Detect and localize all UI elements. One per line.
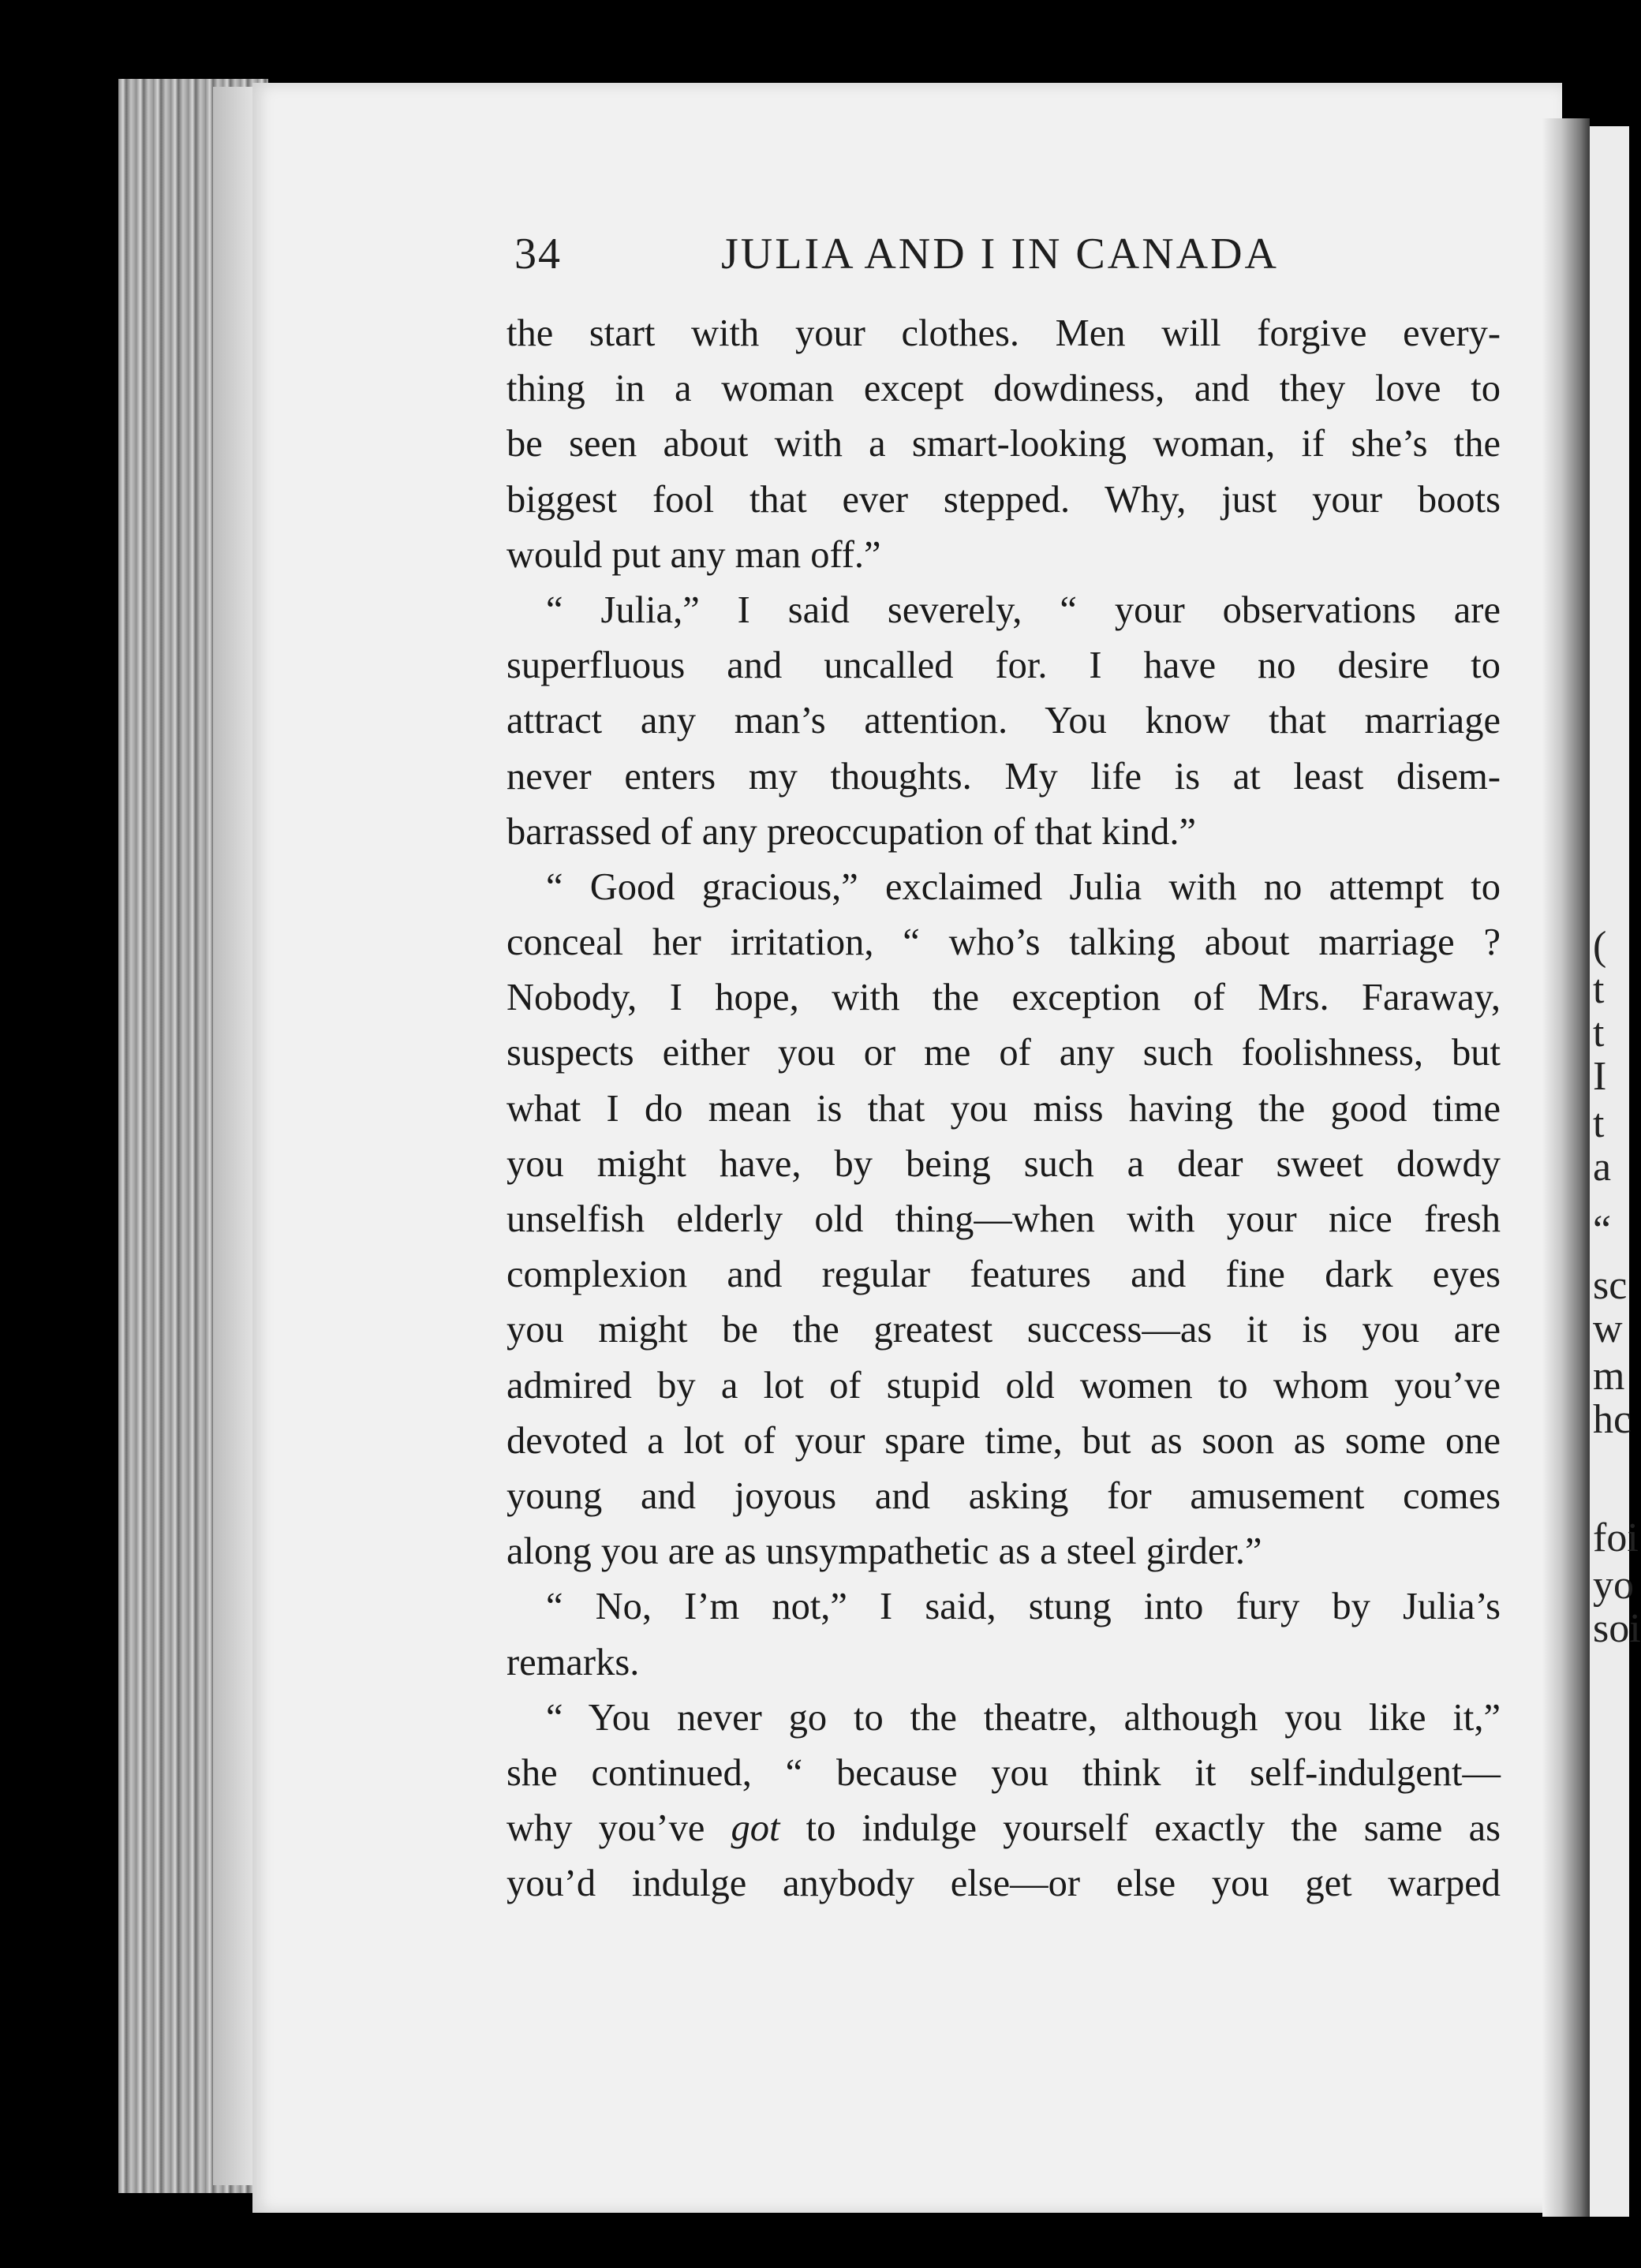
facing-page-fragment: a <box>1593 1145 1612 1190</box>
text-line: biggest fool that ever stepped. Why, just your boots <box>507 478 1501 521</box>
text-line: along you are as unsympathetic as a steel girder.” <box>507 1530 1262 1573</box>
facing-page-fragment: I <box>1593 1054 1607 1099</box>
text-line: you might be the greatest success—as it is you are <box>507 1309 1501 1351</box>
facing-page-fragment: t <box>1593 1101 1605 1146</box>
facing-page-fragment: “ <box>1593 1208 1612 1253</box>
text-line: she continued, “ because you think it self-indulgent— <box>507 1751 1501 1794</box>
text-line: thing in a woman except dowdiness, and they love to <box>507 368 1501 410</box>
text-line: “ Julia,” I said severely, “ your observations are <box>546 588 1501 631</box>
text-line: young and joyous and asking for amusement comes <box>507 1474 1501 1517</box>
italic-word: got <box>731 1807 780 1850</box>
text-line: devoted a lot of your spare time, but as soon as some one <box>507 1419 1501 1462</box>
text-line: remarks. <box>507 1641 640 1683</box>
facing-page-fragment: soi <box>1593 1606 1641 1651</box>
running-header <box>514 229 1303 292</box>
facing-page-fragment: t <box>1593 1011 1605 1056</box>
text-line: be seen about with a smart-looking woman, if she’s the <box>507 423 1501 465</box>
running-head-title: JULIA AND I IN CANADA <box>721 230 1279 278</box>
page-number: 34 <box>514 230 562 278</box>
text-line: never enters my thoughts. My life is at least disem- <box>507 755 1501 798</box>
book-gutter-shadow <box>1542 118 1590 2217</box>
text-line: superfluous and uncalled for. I have no desire to <box>507 645 1501 687</box>
facing-page-fragment: t <box>1593 967 1605 1012</box>
text-line: you’d indulge anybody else—or else you get warped <box>507 1863 1501 1905</box>
text-line: suspects either you or me of any such foolishness, but <box>507 1032 1501 1074</box>
facing-page-fragment: w <box>1593 1306 1623 1351</box>
text-line: complexion and regular features and fine dark eyes <box>507 1254 1501 1296</box>
facing-page-fragment: sc <box>1593 1263 1628 1308</box>
text-line: attract any man’s attention. You know that marriage <box>507 700 1501 742</box>
text-line: “ No, I’m not,” I said, stung into fury by Julia’s <box>546 1586 1501 1628</box>
facing-page-fragment: ( <box>1593 924 1607 969</box>
text-line: barrassed of any preoccupation of that kind.” <box>507 810 1197 853</box>
text-line: what I do mean is that you miss having the good time <box>507 1087 1501 1130</box>
text-line: admired by a lot of stupid old women to whom you’ve <box>507 1364 1501 1407</box>
facing-page-fragment: m <box>1593 1354 1625 1399</box>
text-line: the start with your clothes. Men will forgive every- <box>507 312 1501 354</box>
body-text <box>507 306 1501 1911</box>
text-line: conceal her irritation, “ who’s talking about marriage ? <box>507 921 1501 964</box>
text-line: you might have, by being such a dear sweet dowdy <box>507 1142 1501 1185</box>
facing-page-sliver <box>1590 126 1641 2217</box>
text-line: “ You never go to the theatre, although you like it,” <box>546 1696 1501 1739</box>
text-line: “ Good gracious,” exclaimed Julia with no attempt to <box>546 865 1501 908</box>
text-line: why you’ve got to indulge yourself exactly the same as <box>507 1807 1501 1850</box>
text-line: would put any man off.” <box>507 533 881 576</box>
text-line: Nobody, I hope, with the exception of Mrs. Faraway, <box>507 977 1501 1019</box>
facing-page-fragment: yo <box>1593 1563 1634 1608</box>
facing-page-fragment: foi <box>1593 1515 1639 1560</box>
text-line: unselfish elderly old thing—when with your nice fresh <box>507 1198 1501 1240</box>
facing-page-fragment: hc <box>1593 1397 1632 1442</box>
